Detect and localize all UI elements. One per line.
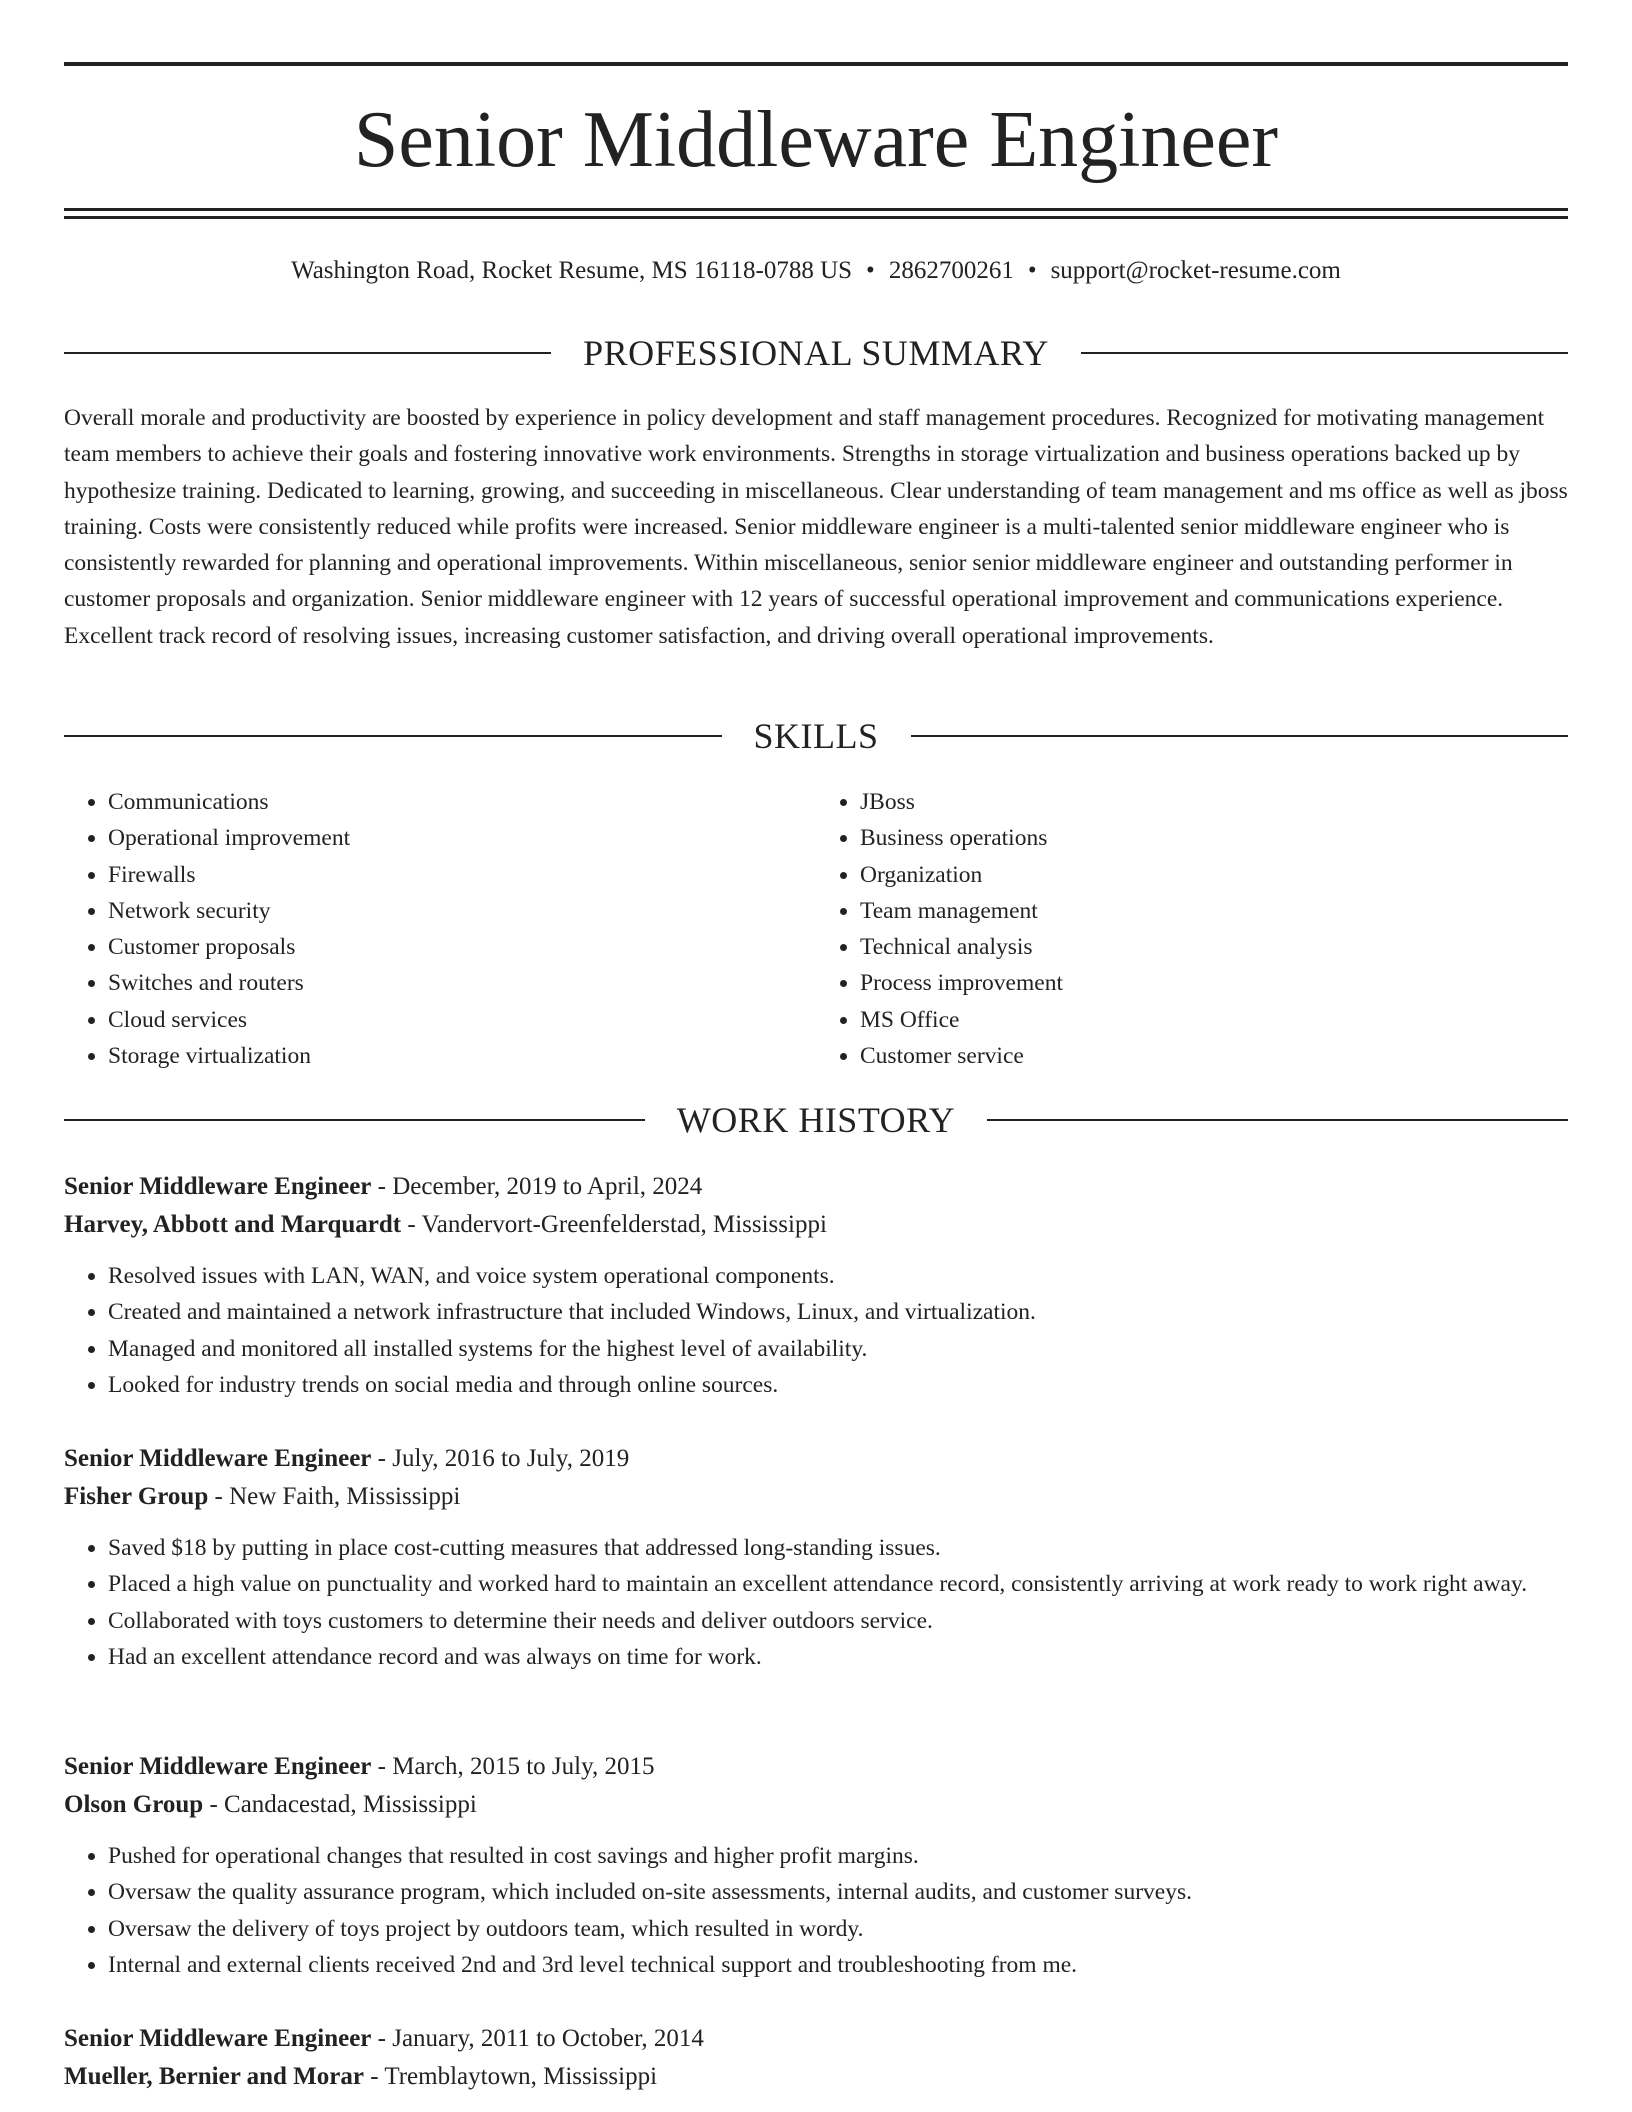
- job-company: Olson Group: [64, 1791, 204, 1818]
- job-company-line: [64, 1786, 1568, 1824]
- skill-item: • Business operations: [860, 820, 1568, 856]
- job-title-line: [64, 1440, 1568, 1478]
- work-heading: WORK HISTORY: [676, 1100, 956, 1140]
- job-bullet: • Looked for industry trends on social media and through online sources.: [108, 1367, 1568, 1403]
- job-bullet: • Managed and monitored all installed systems for the highest level of availability.: [108, 1331, 1568, 1367]
- resume-title: Senior Middleware Engineer: [353, 96, 1279, 184]
- top-rule: [64, 62, 1568, 66]
- skills-heading: SKILLS: [753, 716, 879, 756]
- job-bullet: • Placed a high value on punctuality and worked hard to maintain an excellent attendance record, consistently arriving at work ready to work right away.: [108, 1566, 1568, 1602]
- skill-item: • Communications: [108, 784, 816, 820]
- skill-item: • Team management: [860, 893, 1568, 929]
- job-title-line: [64, 2020, 1568, 2058]
- skill-item: • Process improvement: [860, 965, 1568, 1001]
- job-title: Senior Middleware Engineer: [64, 1173, 372, 1200]
- title-double-rule: [64, 208, 1568, 219]
- skill-item: • Organization: [860, 857, 1568, 893]
- contact-address: Washington Road, Rocket Resume, MS 16118-0788 US: [291, 257, 853, 284]
- job-bullet: • Pushed for operational changes that resulted in cost savings and higher profit margins.: [108, 1838, 1568, 1874]
- job-bullets: [64, 1838, 1568, 1983]
- job-bullets: [64, 1530, 1568, 1675]
- job-title-line: [64, 1168, 1568, 1206]
- job-company-line: [64, 1478, 1568, 1516]
- job-company: Harvey, Abbott and Marquardt: [64, 1211, 402, 1238]
- job-entry: [64, 1168, 1568, 1403]
- job-company-line: [64, 1206, 1568, 1244]
- section-rule: [987, 1119, 1568, 1121]
- job-dates: - January, 2011 to October, 2014: [371, 2025, 704, 2052]
- job-bullet: • Had an excellent attendance record and was always on time for work.: [108, 1639, 1568, 1675]
- skill-item: • Technical analysis: [860, 929, 1568, 965]
- job-bullet: • Internal and external clients received 2nd and 3rd level technical support and troubleshooting from me.: [108, 1947, 1568, 1983]
- job-company-line: [64, 2058, 1568, 2096]
- job-dates: - July, 2016 to July, 2019: [371, 1445, 630, 1472]
- skill-item: • Cloud services: [108, 1002, 816, 1038]
- section-rule: [911, 735, 1569, 737]
- contact-line: [64, 254, 1568, 288]
- job-bullet: • Oversaw the quality assurance program, which included on-site assessments, internal audits, and customer surveys.: [108, 1874, 1568, 1910]
- job-title: Senior Middleware Engineer: [64, 2025, 372, 2052]
- job-bullet: • Collaborated with toys customers to determine their needs and deliver outdoors service.: [108, 1603, 1568, 1639]
- skill-item: • Storage virtualization: [108, 1038, 816, 1074]
- job-dates: - March, 2015 to July, 2015: [371, 1753, 655, 1780]
- skill-item: • Customer proposals: [108, 929, 816, 965]
- section-rule: [64, 1119, 645, 1121]
- job-dates: - December, 2019 to April, 2024: [371, 1173, 703, 1200]
- job-entry: [64, 1748, 1568, 1983]
- job-company: Mueller, Bernier and Morar: [64, 2063, 364, 2090]
- job-location: - Tremblaytown, Mississippi: [363, 2063, 658, 2090]
- contact-phone: 2862700261: [888, 257, 1014, 284]
- skill-item: • Customer service: [860, 1038, 1568, 1074]
- skills-list: [64, 784, 1568, 1074]
- job-location: - Vandervort-Greenfelderstad, Mississippi: [401, 1211, 827, 1238]
- job-bullet: • Saved $18 by putting in place cost-cutting measures that addressed long-standing issues.: [108, 1530, 1568, 1566]
- job-bullets: [64, 1258, 1568, 1403]
- contact-email: support@rocket-resume.com: [1050, 257, 1341, 284]
- summary-section-header: [64, 331, 1568, 375]
- job-title: Senior Middleware Engineer: [64, 1445, 372, 1472]
- contact-separator: •: [1027, 257, 1037, 284]
- skill-item: • Firewalls: [108, 857, 816, 893]
- skills-column-left: [64, 784, 816, 1074]
- skills-column-right: [816, 784, 1568, 1074]
- job-title-line: [64, 1748, 1568, 1786]
- section-rule: [64, 352, 551, 354]
- skill-item: • Switches and routers: [108, 965, 816, 1001]
- skills-section-header: [64, 714, 1568, 758]
- job-entry: [64, 1440, 1568, 1675]
- job-company: Fisher Group: [64, 1483, 209, 1510]
- job-entry: [64, 2020, 1568, 2096]
- summary-heading: PROFESSIONAL SUMMARY: [583, 333, 1049, 373]
- skill-item: • MS Office: [860, 1002, 1568, 1038]
- skill-item: • JBoss: [860, 784, 1568, 820]
- job-bullet: • Oversaw the delivery of toys project by outdoors team, which resulted in wordy.: [108, 1911, 1568, 1947]
- section-rule: [64, 735, 722, 737]
- job-location: - Candacestad, Mississippi: [203, 1791, 477, 1818]
- job-title: Senior Middleware Engineer: [64, 1753, 372, 1780]
- summary-text: Overall morale and productivity are boosted by experience in policy development and staff management procedures. Recognized for motivating management team members to achieve their goals and fostering innovative work environments. Strengths in storage virtualization and business operations backed up by hypothesize training. Dedicated to learning, growing, and succeeding in miscellaneous. Clear understanding of team management and ms office as well as jboss training. Costs were consistently reduced while profits were increased. Senior middleware engineer is a multi-talented senior middleware engineer who is consistently rewarded for planning and operational improvements. Within miscellaneous, senior senior middleware engineer and outstanding performer in customer proposals and organization. Senior middleware engineer with 12 years of successful operational improvement and communications experience. Excellent track record of resolving issues, increasing customer satisfaction, and driving overall operational improvements.: [64, 405, 1568, 649]
- job-location: - New Faith, Mississippi: [208, 1483, 461, 1510]
- job-bullet: • Resolved issues with LAN, WAN, and voice system operational components.: [108, 1258, 1568, 1294]
- section-rule: [1081, 352, 1568, 354]
- contact-separator: •: [866, 257, 875, 284]
- skill-item: • Network security: [108, 893, 816, 929]
- job-bullet: • Created and maintained a network infrastructure that included Windows, Linux, and virtualization.: [108, 1294, 1568, 1330]
- work-section-header: [64, 1098, 1568, 1142]
- skill-item: • Operational improvement: [108, 820, 816, 856]
